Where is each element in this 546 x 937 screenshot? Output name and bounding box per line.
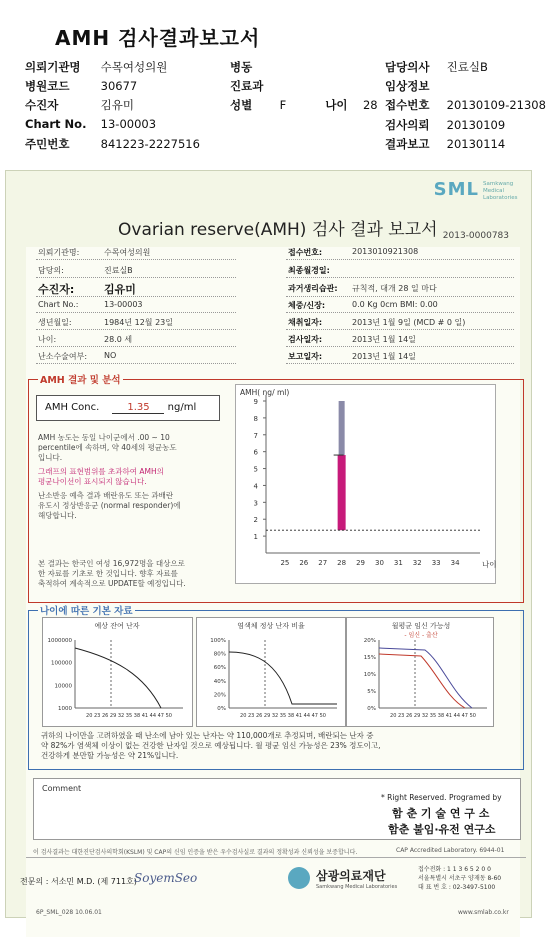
- company-name: 삼광의료재단: [316, 869, 386, 883]
- value-resident-no: 841223-2227516: [100, 137, 200, 151]
- contact-tel: 접수전화 : 1 1 3 6 5 2 0 0: [418, 866, 491, 873]
- mini-chart-title: 월평균 임신 가능성: [391, 622, 451, 630]
- mini-x-tick-labels: 20 23 26 29 32 35 38 41 44 47 50: [86, 713, 172, 719]
- mini-curve-birth: [379, 654, 465, 708]
- analysis-line: percentile에 속하며, 약 40세의 평균농도: [38, 443, 177, 452]
- mini-y-tick-label: 1000: [58, 706, 72, 712]
- info-label: 최종월경일:: [288, 266, 330, 275]
- y-tick-label: 5: [253, 465, 258, 474]
- mini-chart-legend: - 임신 - 출산: [404, 632, 438, 639]
- x-tick-label: 29: [356, 559, 366, 567]
- label-patient: 수진자: [25, 98, 59, 112]
- summary-line: 귀하의 나이만을 고려하였을 때 난소에 남아 있는 난자는 약 110,000개로 추정되며, 배란되는 난자 중: [41, 731, 374, 740]
- contact-info: [418, 865, 501, 892]
- info-label: 체중/신장:: [288, 301, 326, 310]
- form-code: 6P_SML_028 10.06.01: [36, 909, 102, 916]
- mini-y-tick-label: 20%: [213, 692, 226, 699]
- page-title: AMH 검사결과보고서: [55, 26, 261, 50]
- summary-line: 약 82%가 염색체 이상이 없는 건강한 난자일 것으로 예상됩니다. 월 평균 임신 가능성은 23% 정도이고,: [41, 741, 381, 750]
- note-line: 축적하여 계속적으로 UPDATE할 예정입니다.: [38, 579, 186, 588]
- y-tick-label: 9: [253, 398, 258, 406]
- doctor-name: 전문의 : 서소민 M.D. (제 711호): [20, 877, 137, 886]
- contact-addr: 서울특별시 서초구 양재동 8-60: [418, 875, 502, 882]
- info-label: 나이:: [38, 335, 57, 344]
- header-row-1: [25, 59, 167, 75]
- mini-curve-eggs: [75, 648, 161, 708]
- mini-x-tick-labels: 20 23 26 29 32 35 38 41 44 47 50: [390, 713, 476, 719]
- value-test-request: 20130109: [446, 118, 506, 132]
- comment-box: [33, 778, 521, 840]
- summary-text: [41, 731, 521, 761]
- y-tick-label: 3: [253, 499, 258, 508]
- mini-y-tick-label: 15%: [363, 655, 376, 661]
- label-result-report: 결과보고: [385, 137, 430, 151]
- mini-y-tick-label: 1000000: [47, 638, 72, 644]
- info-value: 2013년 1월 14일: [352, 352, 416, 361]
- info-label: 과거생리습관:: [288, 284, 338, 293]
- divider: [286, 329, 514, 330]
- amh-range-bar: [339, 401, 345, 455]
- mini-y-tick-label: 0%: [367, 706, 376, 712]
- value-doctor: 진료실B: [446, 60, 488, 74]
- mini-chart-chromosome: [196, 617, 346, 727]
- analysis-line: 해당합니다.: [38, 511, 77, 520]
- divider: [36, 329, 236, 330]
- info-value: 2013년 1월 9일 (MCD # 0 일): [352, 318, 466, 327]
- info-value: 김유미: [104, 283, 136, 296]
- amh-chart: [235, 384, 496, 584]
- y-tick-label: 1: [253, 533, 258, 542]
- info-label: 난소수술여부:: [38, 352, 88, 361]
- x-tick-label: 33: [431, 559, 441, 567]
- report-title: Ovarian reserve(AMH) 검사 결과 보고서: [118, 220, 438, 240]
- label-receipt-no: 접수번호: [385, 98, 430, 112]
- amh-chart-svg: [236, 385, 495, 583]
- mini-y-tick-label: 20%: [363, 638, 376, 644]
- mini-chart-title: 예상 잔여 난자: [94, 622, 140, 630]
- y-tick-label: 6: [253, 448, 258, 457]
- sml-logo: SML: [433, 179, 479, 200]
- mini-y-tick-label: 60%: [213, 665, 226, 672]
- value-age: 28: [362, 98, 378, 112]
- label-doctor: 담당의사: [385, 60, 430, 74]
- comment-label: Comment: [42, 784, 82, 793]
- mini-y-tick-label: 10000: [54, 683, 72, 690]
- label-resident-no: 주민번호: [25, 137, 70, 151]
- mini-y-tick-label: 40%: [213, 678, 226, 685]
- value-patient: 김유미: [100, 98, 134, 112]
- y-tick-label: 7: [253, 431, 258, 440]
- label-hospital-code: 병원코드: [25, 79, 70, 93]
- data-note: [38, 559, 234, 589]
- x-tick-label: 28: [337, 559, 347, 567]
- mini-curve-chromosome: [229, 652, 337, 704]
- mini-chart-pregnancy-svg: [347, 618, 493, 726]
- analysis-line: AMH 농도는 동일 나이군에서 .00 ~ 10: [38, 433, 170, 442]
- divider: [36, 363, 236, 364]
- amh-conc-box: [36, 395, 220, 421]
- info-label: Chart No.:: [38, 300, 79, 309]
- mini-curve-pregnancy: [379, 648, 472, 708]
- info-label: 생년월일:: [38, 318, 72, 327]
- x-tick-label: 34: [450, 559, 460, 567]
- divider: [286, 277, 514, 278]
- divider: [36, 346, 236, 347]
- info-value: 진료실B: [104, 266, 133, 275]
- info-label: 보고일자:: [288, 352, 323, 361]
- info-value: 28.0 세: [104, 335, 133, 344]
- mini-y-tick-label: 100%: [210, 638, 226, 644]
- website: www.smlab.co.kr: [458, 909, 509, 916]
- info-value: 수목여성의원: [104, 248, 151, 257]
- y-tick-label: 4: [253, 482, 258, 491]
- amh-conc-value: 1.35: [112, 402, 164, 414]
- label-sex: 성별: [230, 98, 253, 112]
- mini-y-tick-label: 0%: [217, 706, 226, 712]
- info-value: 2013010921308: [352, 247, 419, 256]
- contact-rep: 대 표 번 호 : 02-3497-5100: [418, 884, 496, 891]
- doctor-signature: SoyemSeo: [134, 871, 198, 885]
- info-label: 검사일자:: [288, 335, 323, 344]
- divider: [36, 259, 236, 260]
- lab-name-2: 함춘 불임·유전 연구소: [388, 823, 496, 836]
- mini-chart-title: 염색체 정상 난자 비율: [237, 622, 305, 630]
- company-name-en: Samkwang Medical Laboratories: [316, 884, 398, 890]
- info-label: 수진자:: [38, 283, 75, 296]
- divider: [286, 259, 514, 260]
- label-requester: 의뢰기관명: [25, 60, 81, 74]
- amh-bar: [338, 455, 346, 530]
- info-label: 접수번호:: [288, 248, 323, 257]
- amh-conc-unit: ng/ml: [167, 402, 197, 413]
- label-clinical-info: 임상정보: [385, 79, 430, 93]
- lab-name-1: 함 춘 기 술 연 구 소: [392, 807, 490, 820]
- info-value: 2013년 1월 14일: [352, 335, 416, 344]
- mini-y-tick-label: 10%: [363, 672, 376, 678]
- report-code: 2013-0000783: [442, 231, 509, 241]
- x-tick-label: 30: [374, 559, 384, 567]
- label-department: 진료과: [230, 79, 264, 93]
- x-tick-label: 32: [412, 559, 422, 567]
- mini-y-tick-label: 5%: [367, 689, 376, 695]
- label-test-request: 검사의뢰: [385, 118, 430, 132]
- x-tick-label: 27: [318, 559, 328, 567]
- value-chart-no: 13-00003: [100, 117, 157, 131]
- y-tick-label: 2: [253, 516, 258, 525]
- y-axis-label: AMH( ng/ ml): [240, 388, 290, 397]
- rights-text: * Right Reserved. Programed by: [381, 793, 502, 802]
- analysis-line: 입니다.: [38, 453, 63, 462]
- info-label: 의뢰기관명:: [38, 248, 80, 257]
- x-tick-label: 31: [393, 559, 403, 567]
- analysis-line: 그래프의 표현범위를 초과하여 AMH의: [38, 467, 164, 476]
- analysis-line: 유도시 정상반응군 (normal responder)에: [38, 501, 181, 510]
- value-hospital-code: 30677: [100, 79, 138, 93]
- note-line: 본 결과는 한국인 여성 16,972명을 대상으로: [38, 559, 185, 568]
- info-value: 1984년 12월 23일: [104, 318, 173, 327]
- divider: [286, 363, 514, 364]
- value-result-report: 20130114: [446, 137, 506, 151]
- divider: [286, 346, 514, 347]
- divider: [36, 312, 236, 313]
- analysis-line: 난소반응 예측 결과 배란유도 또는 과배란: [38, 491, 174, 500]
- amh-conc-label: AMH Conc.: [45, 402, 100, 413]
- value-receipt-no: 20130109-21308: [446, 98, 546, 112]
- info-value: 0.0 Kg 0cm BMI: 0.00: [352, 300, 438, 309]
- mini-chart-eggs: [42, 617, 193, 727]
- divider: [36, 296, 236, 297]
- x-axis-label: 나이: [482, 560, 497, 569]
- summary-line: 건강하게 분만할 가능성은 약 21%입니다.: [41, 751, 179, 760]
- x-tick-label: 26: [299, 559, 309, 567]
- info-value: NO: [104, 351, 117, 360]
- mini-chart-eggs-svg: [43, 618, 192, 726]
- mini-chart-chromosome-svg: [197, 618, 345, 726]
- mini-x-tick-labels: 20 23 26 29 32 35 38 41 44 47 50: [240, 713, 326, 719]
- info-label: 담당의:: [38, 266, 64, 275]
- y-tick-label: 8: [253, 414, 258, 423]
- divider: [26, 857, 526, 858]
- mini-y-tick-label: 80%: [213, 651, 226, 658]
- section-title-age: 나이에 따른 기본 자료: [38, 603, 135, 617]
- value-sex: F: [279, 98, 287, 112]
- sml-logo-subtitle: Samkwang Medical Laboratories: [483, 181, 518, 201]
- value-requester: 수목여성의원: [100, 60, 168, 74]
- scanned-report: [5, 170, 532, 918]
- info-value: 규칙적, 대개 28 일 마다: [352, 284, 437, 293]
- info-value: 13-00003: [104, 300, 143, 309]
- section-title-amh: AMH 결과 및 분석: [38, 372, 123, 386]
- cap-text: CAP Accredited Laboratory. 6944-01: [396, 847, 505, 854]
- report-header: [0, 0, 546, 160]
- info-label: 채취일자:: [288, 318, 323, 327]
- label-age: 나이: [325, 98, 348, 112]
- company-logo-icon: [288, 867, 310, 889]
- divider: [286, 296, 514, 297]
- mini-chart-pregnancy: [346, 617, 494, 727]
- analysis-text: [38, 433, 228, 521]
- x-tick-label: 25: [280, 559, 290, 567]
- label-chart-no: Chart No.: [25, 117, 87, 131]
- divider: [286, 312, 514, 313]
- cert-text: 이 검사결과는 대한진단검사의학회(KSLM) 및 CAP의 신임 인증을 받은 우수검사실로 결과의 정확성과 신뢰성을 보증합니다.: [33, 849, 358, 856]
- analysis-line: 평균나이선이 표시되지 않습니다.: [38, 477, 147, 486]
- divider: [36, 277, 236, 278]
- label-ward: 병동: [230, 60, 253, 74]
- note-line: 한 자료를 기초로 한 것입니다. 향후 자료를: [38, 569, 178, 578]
- mini-y-tick-label: 100000: [51, 660, 72, 667]
